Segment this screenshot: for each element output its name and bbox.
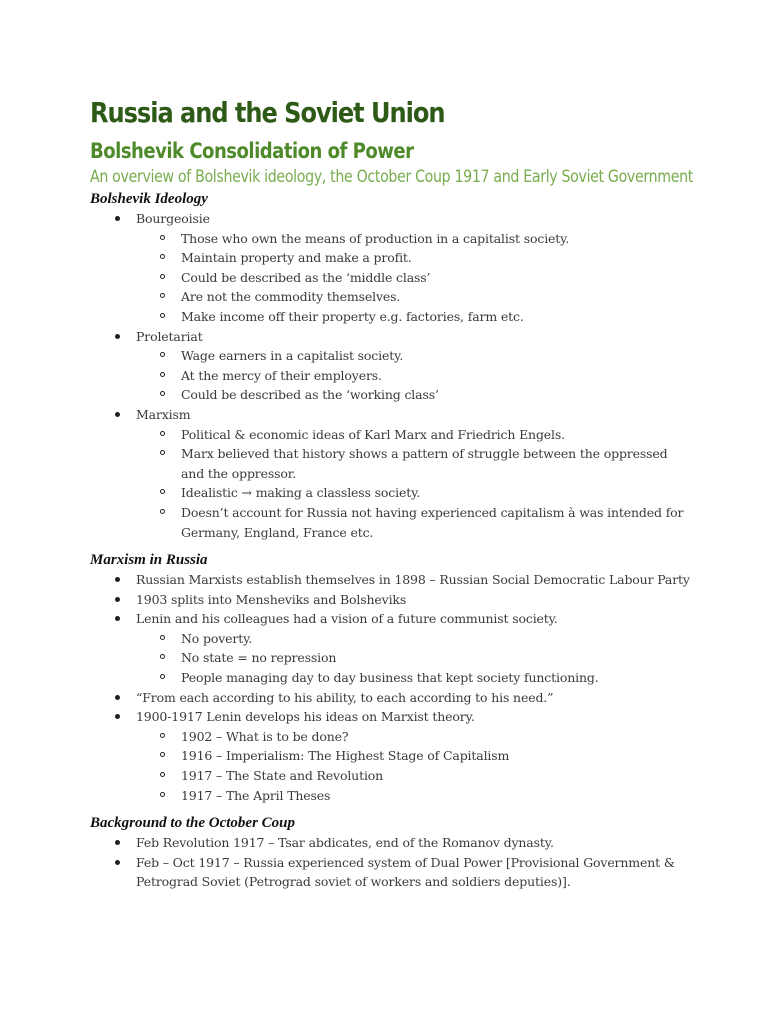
list-item-text: Proletariat — [136, 328, 203, 344]
page-subtitle: Bolshevik Consolidation of Power — [90, 139, 414, 163]
sub-list-item — [136, 727, 690, 747]
list-item-text: Lenin and his colleagues had a vision of a future communist society. — [136, 611, 558, 627]
sub-list-item — [136, 248, 690, 268]
hollow-bullet-icon — [160, 274, 165, 279]
list-item-text: Bourgeoisie — [136, 211, 210, 226]
bullet-list — [90, 570, 690, 805]
sub-list-item — [136, 425, 690, 445]
sub-list-item-text: No poverty. — [181, 630, 253, 646]
sub-list-item-text: Marx believed that history shows a pattern of struggle between the oppressed and the oppressor. — [181, 446, 668, 481]
section — [90, 550, 690, 805]
sub-list-item — [136, 307, 690, 327]
sub-list-item — [136, 503, 690, 542]
filled-bullet-icon — [115, 860, 120, 865]
list-item — [90, 327, 690, 405]
filled-bullet-icon — [115, 695, 120, 700]
filled-bullet-icon — [115, 714, 120, 719]
list-item — [90, 853, 690, 892]
sub-list-item — [136, 786, 690, 806]
sub-bullet-list — [136, 346, 690, 405]
sub-list-item-text: No state = no repression — [181, 650, 337, 666]
hollow-bullet-icon — [160, 254, 165, 259]
sub-list-item — [136, 268, 690, 288]
sub-list-item-text: People managing day to day business that kept society functioning. — [181, 670, 599, 686]
sub-list-item-text: Wage earners in a capitalist society. — [181, 348, 404, 364]
sub-list-item-text: Doesn’t account for Russia not having experienced capitalism à was intended for Germany, England, France etc. — [181, 504, 684, 540]
filled-bullet-icon — [115, 577, 120, 582]
hollow-bullet-icon — [160, 733, 165, 738]
section — [90, 189, 690, 542]
hollow-bullet-icon — [160, 489, 165, 494]
sub-list-item — [136, 483, 690, 503]
sub-list-item-text: Could be described as the ‘middle class’ — [181, 269, 431, 285]
sub-list-item-text: Idealistic → making a classless society. — [181, 485, 421, 501]
hollow-bullet-icon — [160, 313, 165, 318]
list-item — [90, 405, 690, 542]
filled-bullet-icon — [115, 334, 120, 339]
list-item — [90, 590, 690, 610]
bullet-list — [90, 833, 690, 892]
sub-list-item-text: 1917 – The State and Revolution — [181, 768, 384, 784]
hollow-bullet-icon — [160, 509, 165, 514]
document-page — [90, 95, 693, 892]
sub-list-item-text: 1916 – Imperialism: The Highest Stage of Capitalism — [181, 748, 510, 764]
list-item-text: Feb Revolution 1917 – Tsar abdicates, end of the Romanov dynasty. — [136, 835, 554, 851]
sub-list-item-text: Political & economic ideas of Karl Marx and Friedrich Engels. — [181, 426, 565, 442]
sub-bullet-list — [136, 229, 690, 327]
hollow-bullet-icon — [160, 792, 165, 797]
sub-list-item — [136, 444, 690, 483]
filled-bullet-icon — [115, 616, 120, 621]
hollow-bullet-icon — [160, 431, 165, 436]
hollow-bullet-icon — [160, 352, 165, 357]
sub-list-item-text: 1917 – The April Theses — [181, 787, 331, 803]
hollow-bullet-icon — [160, 674, 165, 679]
sub-list-item-text: Maintain property and make a profit. — [181, 250, 412, 266]
list-item — [90, 707, 690, 805]
sub-list-item — [136, 385, 690, 405]
list-item-text: Marxism — [136, 406, 191, 422]
section-heading: Bolshevik Ideology — [90, 191, 208, 207]
sub-list-item — [136, 746, 690, 766]
section-heading: Marxism in Russia — [90, 552, 208, 569]
page-title: Russia and the Soviet Union — [90, 96, 445, 129]
sub-list-item — [136, 648, 690, 668]
section-heading: Background to the October Coup — [90, 815, 296, 832]
list-item-text: Feb – Oct 1917 – Russia experienced system of Dual Power [Provisional Government & Petrograd Soviet (Petrograd soviet of workers and soldiers deputies)]. — [136, 854, 675, 890]
filled-bullet-icon — [115, 216, 120, 221]
sub-list-item — [136, 287, 690, 307]
list-item-text: “From each according to his ability, to each according to his need.” — [136, 689, 554, 705]
sub-list-item — [136, 629, 690, 649]
sub-bullet-list — [136, 629, 690, 688]
hollow-bullet-icon — [160, 635, 165, 640]
sub-list-item-text: Are not the commodity themselves. — [181, 289, 401, 305]
sub-list-item — [136, 668, 690, 688]
sub-list-item — [136, 366, 690, 386]
hollow-bullet-icon — [160, 772, 165, 777]
hollow-bullet-icon — [160, 235, 165, 240]
sub-list-item-text: Those who own the means of production in a capitalist society. — [181, 230, 570, 246]
hollow-bullet-icon — [160, 450, 165, 455]
sub-list-item — [136, 229, 690, 249]
list-item — [90, 833, 690, 853]
list-item — [90, 570, 690, 590]
sub-list-item-text: Make income off their property e.g. factories, farm etc. — [181, 308, 524, 324]
hollow-bullet-icon — [160, 372, 165, 377]
sub-bullet-list — [136, 727, 690, 805]
section — [90, 813, 690, 892]
list-item-text: 1903 splits into Mensheviks and Bolsheviks — [136, 591, 407, 607]
page-tagline: An overview of Bolshevik ideology, the October Coup 1917 and Early Soviet Government — [90, 167, 693, 186]
filled-bullet-icon — [115, 597, 120, 602]
sub-list-item-text: Could be described as the ‘working class’ — [181, 387, 439, 403]
list-item-text: 1900-1917 Lenin develops his ideas on Marxist theory. — [136, 709, 475, 725]
sub-list-item-text: 1902 – What is to be done? — [181, 728, 349, 744]
list-item — [90, 209, 690, 327]
sub-list-item — [136, 346, 690, 366]
filled-bullet-icon — [115, 840, 120, 845]
sub-bullet-list — [136, 425, 690, 543]
document-body — [90, 189, 690, 892]
hollow-bullet-icon — [160, 752, 165, 757]
bullet-list — [90, 209, 690, 542]
hollow-bullet-icon — [160, 391, 165, 396]
list-item — [90, 609, 690, 687]
hollow-bullet-icon — [160, 654, 165, 659]
hollow-bullet-icon — [160, 293, 165, 298]
sub-list-item-text: At the mercy of their employers. — [181, 367, 382, 383]
filled-bullet-icon — [115, 412, 120, 417]
list-item — [90, 688, 690, 708]
sub-list-item — [136, 766, 690, 786]
list-item-text: Russian Marxists establish themselves in 1898 – Russian Social Democratic Labour Party — [136, 572, 690, 588]
